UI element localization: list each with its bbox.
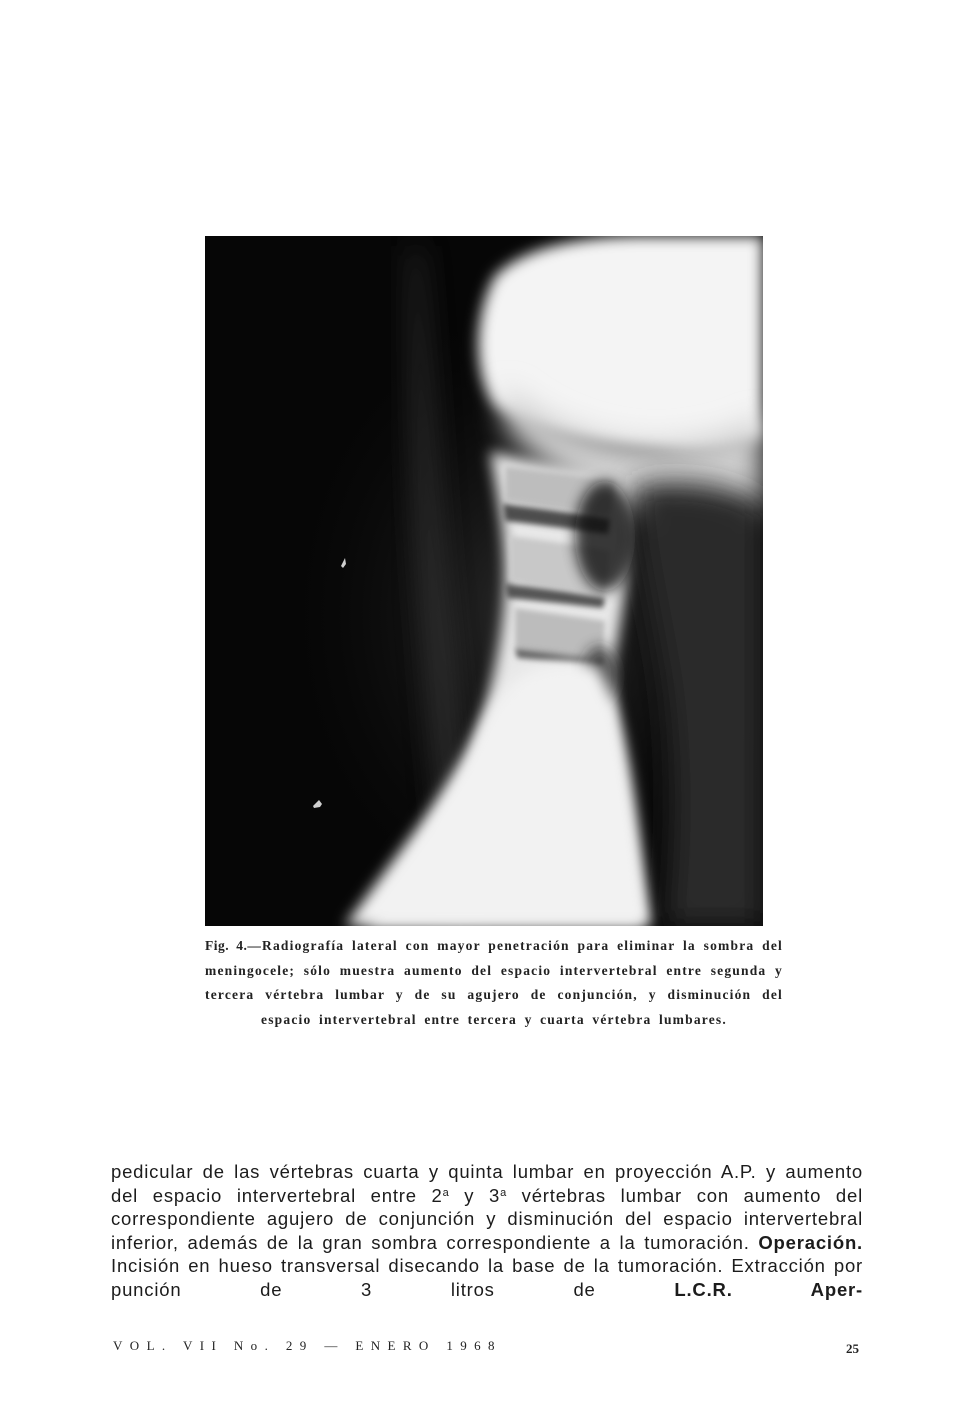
body-text-part: vértebras lumbar con aumento del correspondiente agujero de conjunción y disminución del espacio intervertebral inferior, además de la gran sombra correspondiente a la tumoración. [111,1184,863,1253]
xray-figure [205,236,763,926]
journal-footer: VOL. VII No. 29 — ENERO 1968 [113,1338,502,1353]
figure-label: Fig. 4. [205,938,248,953]
body-paragraph [111,1160,863,1302]
body-text-part: y 3 [449,1184,501,1206]
page-number: 25 [846,1341,859,1356]
superscript-ordinal: a [442,1186,450,1199]
xray-lumbar-spine-image [205,236,763,926]
superscript-ordinal: a [500,1186,507,1199]
section-heading-inline: Operación. [758,1231,863,1253]
abbreviation-bold: L.C.R. Aper- [674,1278,863,1300]
body-text-part: Incisión en hueso transversal disecando la base de la tumoración. Extracción por punción de 3 litros de [111,1255,863,1300]
body-text-part: pedicular de las vértebras cuarta y quinta lumbar en proyección A.P. y aumento del espacio intervertebral entre 2 [111,1161,863,1206]
figure-caption-text: —Radiografía lateral con mayor penetración para eliminar la sombra del meningocele; sólo muestra aumento del espacio intervertebral entre segunda y tercera vértebra lumbar y de su agujero de conjunción, y disminución del espacio intervertebral entre tercera y cuarta vértebra lumbares. [205,938,783,1027]
figure-caption [205,934,783,1032]
